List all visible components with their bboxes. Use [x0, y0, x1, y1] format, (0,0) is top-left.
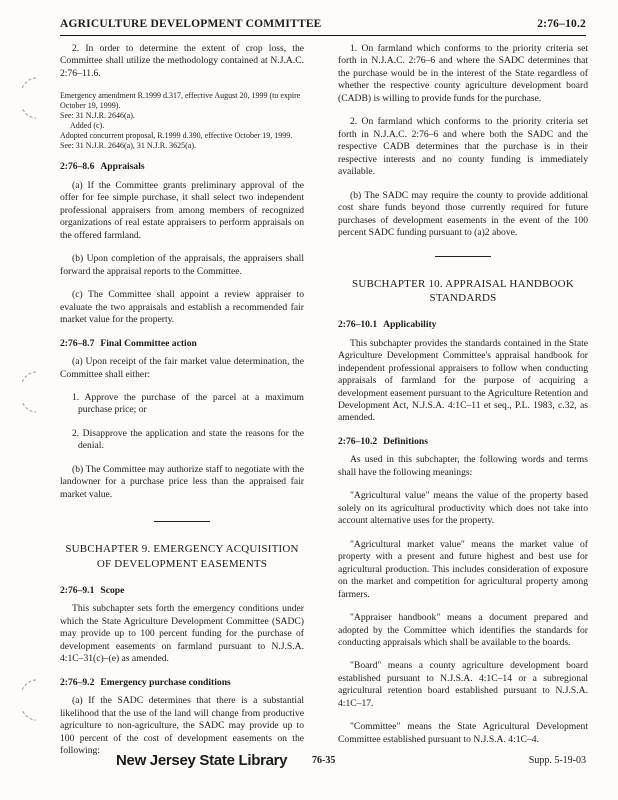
section-title: Scope [100, 584, 125, 596]
supplement-date: Supp. 5-19-03 [528, 755, 586, 766]
section-number: 2:76–10.1 [338, 319, 378, 331]
right-column [338, 43, 588, 757]
section-number: 2:76–10.2 [338, 435, 378, 447]
chapter-title-line: STANDARDS [429, 291, 497, 304]
section-heading [60, 161, 304, 173]
section-title: Definitions [383, 435, 428, 447]
page-footer [0, 752, 618, 776]
section-title: Final Committee action [100, 337, 197, 349]
section-number: 2:76–9.2 [60, 676, 95, 688]
section-heading [60, 585, 304, 597]
section-heading [60, 338, 304, 350]
definition: "Committee" means the State Agricultural Development Committee established pursuant to N.J.S.A. 4:1C–4. [338, 721, 588, 745]
history-line: Emergency amendment R.1999 d.317, effective August 20, 1999 (to expire October 19, 1999). [60, 91, 301, 111]
paragraph: (c) The Committee shall appoint a review appraiser to evaluate the two appraisals and establish a recommended fair market value for the property. [60, 289, 304, 326]
section-heading [60, 677, 304, 689]
chapter-title-line: SUBCHAPTER 10. APPRAISAL HANDBOOK [352, 277, 574, 290]
list-item: 2. Disapprove the application and state the reasons for the denial. [72, 427, 304, 452]
definition: "Board" means a county agriculture development board established pursuant to N.J.S.A. 4:1C–14 or a subregional agricultural retention board established pursuant to N.J.S.A. 4:1C–17. [338, 660, 588, 709]
history-note [60, 91, 304, 151]
header-title: AGRICULTURE DEVELOPMENT COMMITTEE [60, 18, 322, 30]
section-title: Appraisals [100, 161, 145, 173]
paragraph: (b) The SADC may require the county to provide additional cost share funds beyond those currently required for future purchases of development easements in the event of the 100 percent SADC funding pursuant to (a)2 above. [338, 189, 588, 239]
paragraph: 2. In order to determine the extent of crop loss, the Committee shall utilize the methodology contained at N.J.A.C. 2:76–11.6. [60, 43, 304, 79]
binder-hole-mark [22, 370, 40, 414]
section-title: Emergency purchase conditions [100, 676, 231, 688]
section-title: Applicability [383, 319, 437, 331]
paragraph: 2. On farmland which conforms to the priority criteria set forth in N.J.A.C. 2:76–6 and where both the SADC and the respective CADB determines that the purchase is in their respective interests and no county funding is immediately available. [338, 116, 588, 178]
paragraph: (a) Upon receipt of the fair market value determination, the Committee shall either: [60, 356, 304, 380]
list-item: 1. Approve the purchase of the parcel at a maximum purchase price; or [72, 391, 304, 416]
paragraph: (a) If the SADC determines that there is a substantial likelihood that the use of the land will change from productive agriculture to non-agriculture, the SADC may provide up to 100 percent of the cost of development easements on the following: [60, 695, 304, 756]
library-stamp: New Jersey State Library [116, 752, 288, 769]
paragraph: This subchapter provides the standards contained in the State Agriculture Development Committee's appraisal handbook for independent professional appraisers to follow when conducting appraisals of farmland for the purpose of acquiring a development easement pursuant to the Agriculture Retention and Development Act, N.J.S.A. 4:1C–11 et seq., P.L. 1983, c.32, as amended. [338, 337, 588, 424]
chapter-title-line: OF DEVELOPMENT EASEMENTS [96, 557, 268, 570]
definition: "Agricultural value" means the value of the property based solely on its agricultural productivity which does not take into account alternative uses for the property. [338, 490, 588, 527]
section-number: 2:76–8.6 [60, 161, 95, 173]
history-line: Added (c). [70, 121, 105, 131]
section-divider [435, 256, 491, 257]
section-heading [338, 319, 588, 331]
history-line: See: 31 N.J.R. 2646(a). [60, 111, 135, 121]
history-line: Adopted concurrent proposal, R.1999 d.390, effective October 19, 1999. [60, 131, 293, 141]
running-header [60, 15, 586, 36]
chapter-heading [60, 542, 304, 571]
paragraph: 1. On farmland which conforms to the priority criteria set forth in N.J.A.C. 2:76–6 and where the SADC determines that the purchase would be in the interest of the State regardless of whether the respective county agriculture development board (CADB) is willing to provide funds for the purchase. [338, 43, 588, 104]
section-heading [338, 436, 588, 448]
paragraph: (b) Upon completion of the appraisals, the appraisers shall forward the appraisal reports to the Committee. [60, 253, 304, 277]
left-column [60, 43, 304, 768]
section-number: 2:76–8.7 [60, 337, 95, 349]
chapter-title-line: SUBCHAPTER 9. EMERGENCY ACQUISITION [65, 543, 299, 556]
definition: "Agricultural market value" means the market value of property with a present and future highest and best use for agricultural production. This includes consideration of exposure on the market and competition for agricultural property among farmers. [338, 538, 588, 600]
paragraph: (b) The Committee may authorize staff to negotiate with the landowner for a purchase price less than the appraised fair market value. [60, 463, 304, 500]
history-line: See: 31 N.J.R. 2646(a), 31 N.J.R. 3625(a). [60, 141, 196, 151]
page-number: 76-35 [312, 755, 336, 766]
paragraph: This subchapter sets forth the emergency conditions under which the State Agriculture Development Committee (SADC) may provide up to 100 percent funding for the purchase of development easements on farmland pursuant to N.J.S.A. 4:1C–31(c)–(e) as amended. [60, 603, 304, 665]
section-divider [154, 521, 210, 522]
paragraph: As used in this subchapter, the following words and terms shall have the following meanings: [338, 454, 588, 478]
binder-hole-mark [22, 76, 40, 120]
header-section-number: 2:76–10.2 [537, 18, 586, 30]
section-number: 2:76–9.1 [60, 584, 95, 596]
chapter-heading [338, 277, 588, 306]
binder-hole-mark [22, 678, 40, 722]
paragraph: (a) If the Committee grants preliminary approval of the offer for fee simple purchase, it shall select two independent professional appraisers from among members of recognized organizations of real estate appraisers to perform appraisals on the offered farmland. [60, 179, 304, 241]
definition: "Appraiser handbook" means a document prepared and adopted by the Committee which identifies the standards for conducting appraisals which shall be available to the boards. [338, 612, 588, 648]
